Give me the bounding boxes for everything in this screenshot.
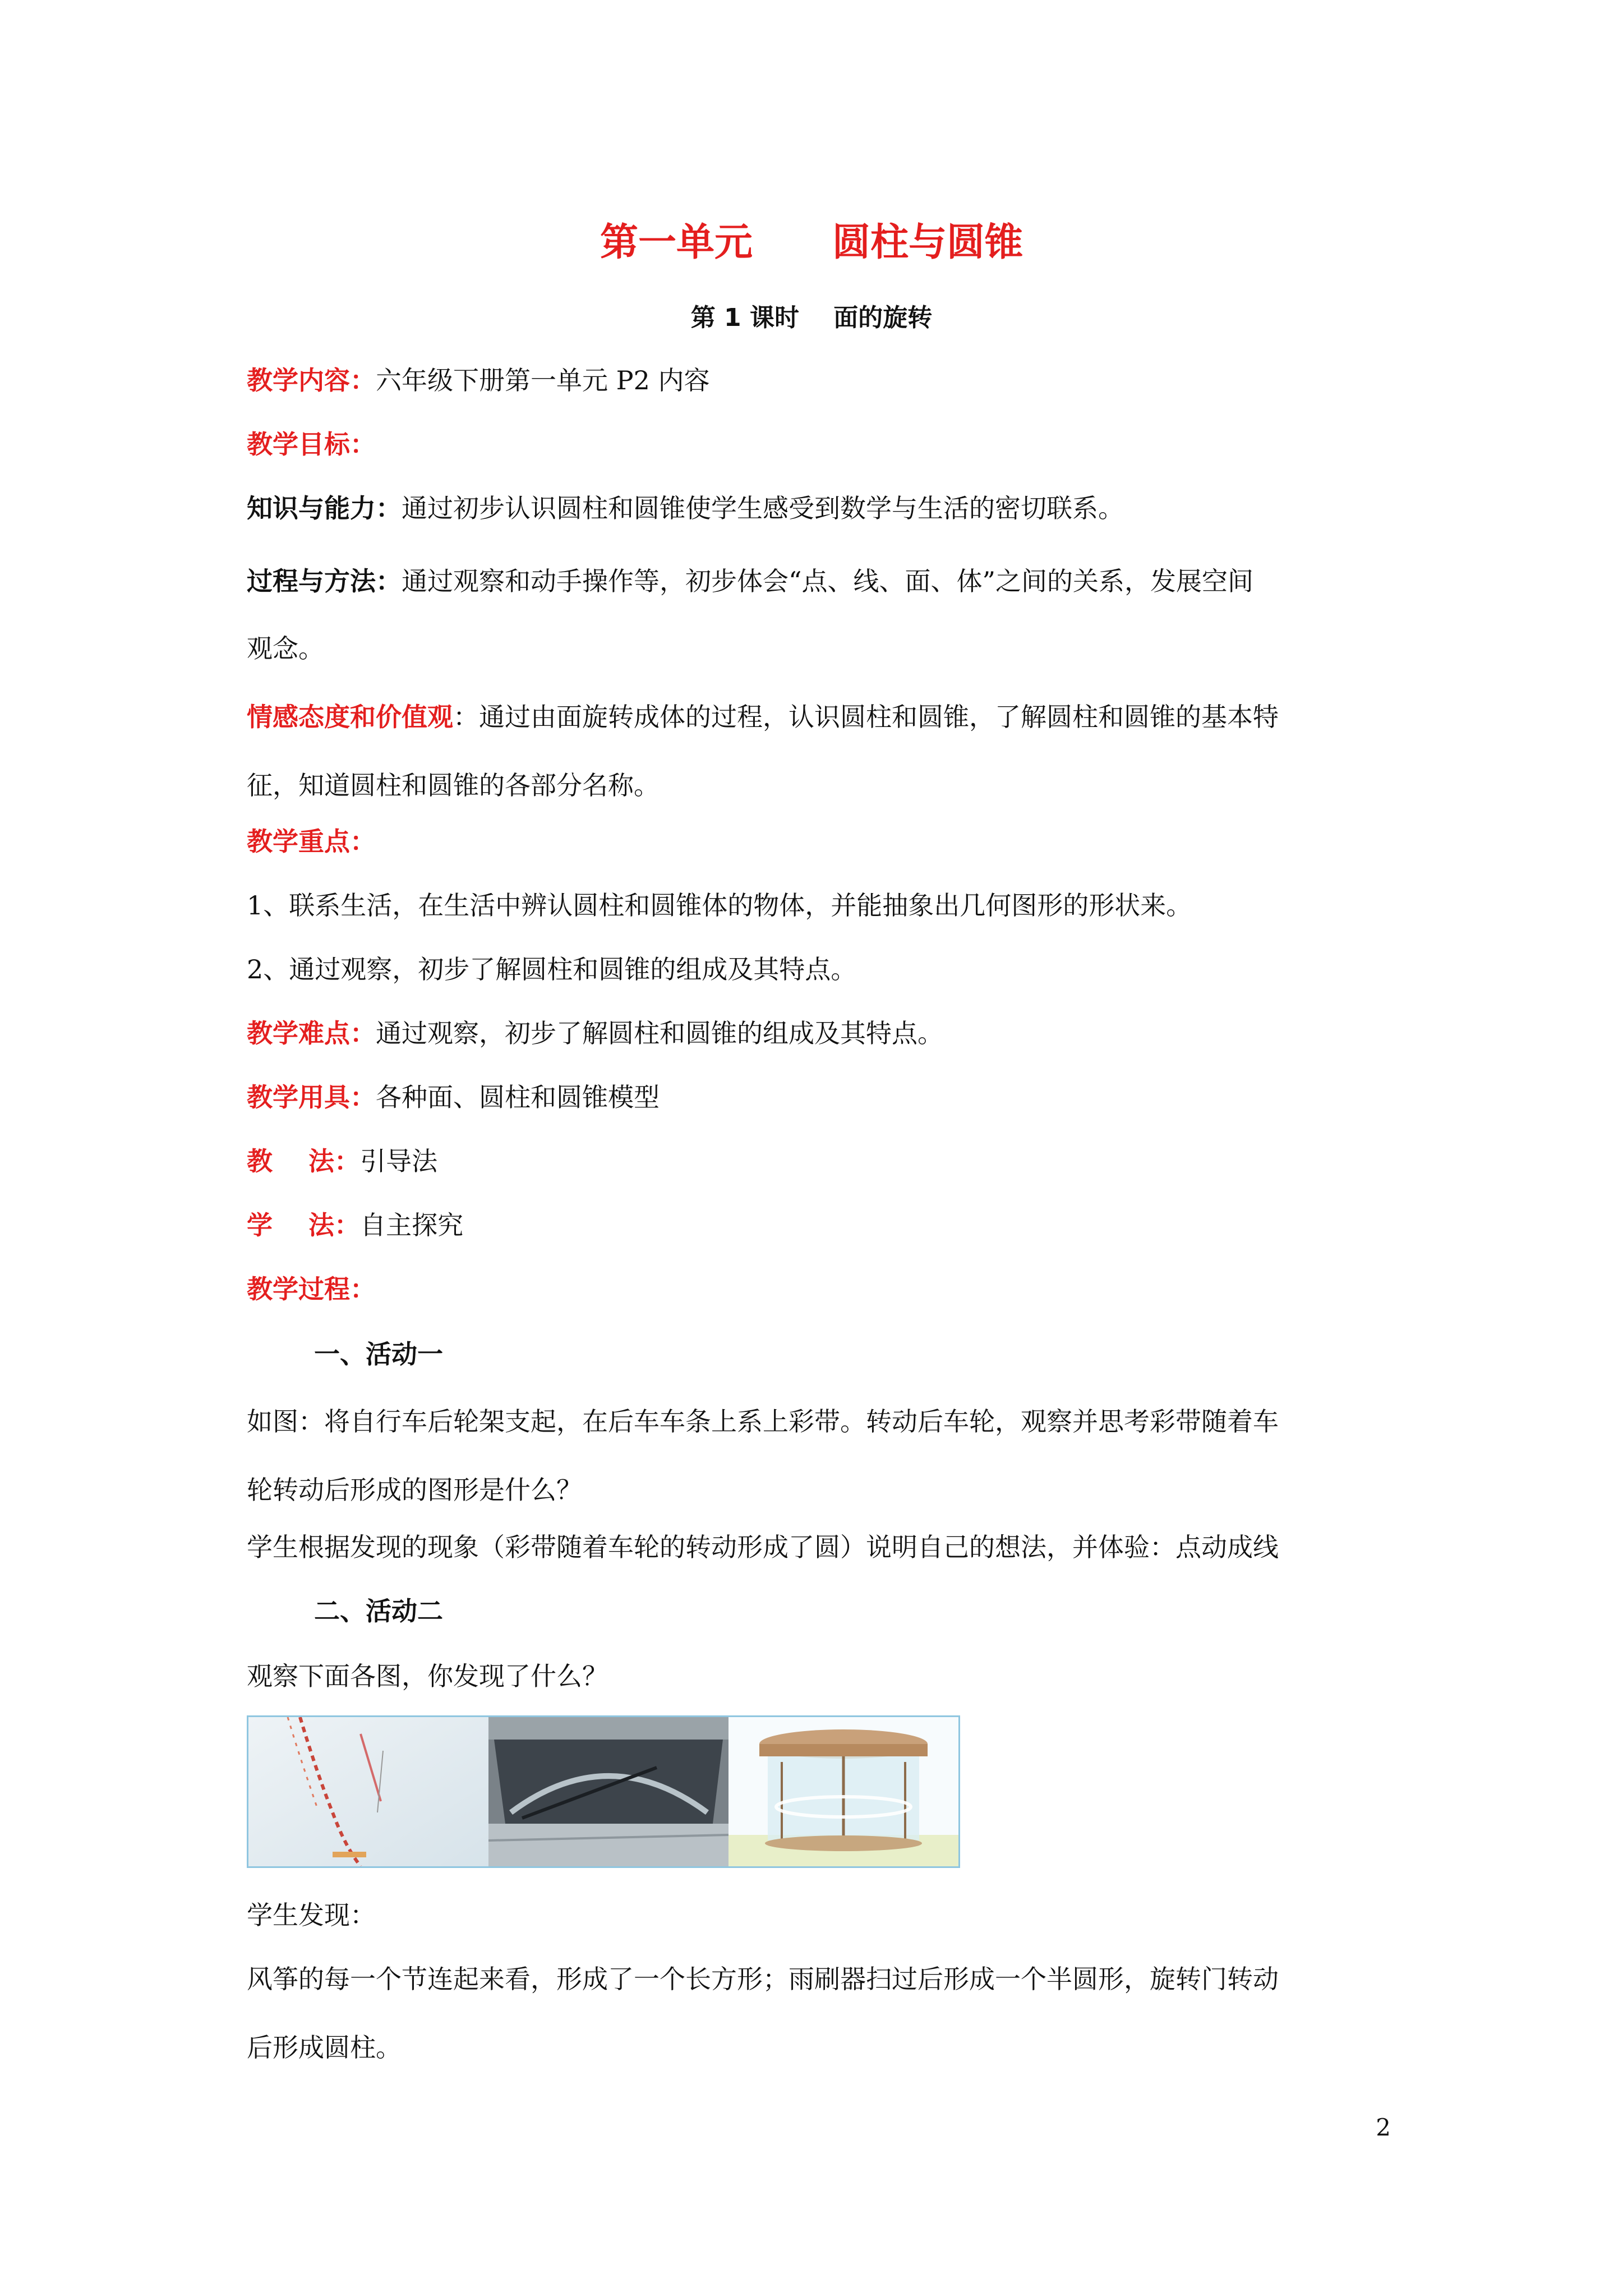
- learn-method-line: [247, 1208, 1391, 1242]
- knowledge-label: 知识与能力：: [247, 493, 402, 523]
- tools-text: 各种面、圆柱和圆锥模型: [376, 1082, 660, 1112]
- activity2-prompt: 观察下面各图，你发现了什么？: [247, 1661, 608, 1691]
- found-text-2: 后形成圆柱。: [247, 2032, 402, 2063]
- tools-label: 教学用具：: [247, 1082, 376, 1112]
- activity1-heading: 一、活动一: [314, 1339, 443, 1369]
- activity1-text-1: 如图：将自行车后轮架支起，在后车车条上系上彩带。转动后车轮，观察并思考彩带随着车: [247, 1406, 1279, 1437]
- process-steps-line: [247, 1272, 1391, 1306]
- key-points-label: 教学重点：: [247, 826, 376, 857]
- key-point-item: 2、通过观察，初步了解圆柱和圆锥的组成及其特点。: [247, 954, 857, 984]
- lesson-subtitle: 第 1 课时 面的旋转: [690, 303, 933, 332]
- key-point-item: 1、联系生活，在生活中辨认圆柱和圆锥体的物体，并能抽象出几何图形的形状来。: [247, 890, 1192, 921]
- content-text: 六年级下册第一单元 P2 内容: [376, 365, 710, 395]
- knowledge-text: 通过初步认识圆柱和圆锥使学生感受到数学与生活的密切联系。: [402, 493, 1124, 523]
- activity1-text-3: 学生根据发现的现象（彩带随着车轮的转动形成了圆）说明自己的想法，并体验：点动成线: [247, 1532, 1279, 1562]
- knowledge-line: [247, 491, 1391, 525]
- teach-method-text: 引导法: [360, 1146, 438, 1176]
- teach-method-label: 教 法：: [247, 1146, 361, 1176]
- process-line-1: [247, 564, 1391, 598]
- goals-line: [247, 427, 1391, 461]
- activity2-heading: 二、活动二: [314, 1596, 443, 1626]
- process-line-2: [247, 632, 1391, 665]
- process-text-1: 通过观察和动手操作等，初步体会“点、线、面、体”之间的关系，发展空间: [402, 566, 1254, 596]
- content-line: [247, 364, 1391, 397]
- found-label: 学生发现：: [247, 1900, 376, 1930]
- emotion-line-1: [247, 700, 1391, 734]
- content-label: 教学内容：: [247, 365, 376, 395]
- difficulty-text: 通过观察，初步了解圆柱和圆锥的组成及其特点。: [376, 1018, 943, 1048]
- key-points-line: [247, 825, 1391, 858]
- emotion-text-1: ：通过由面旋转成体的过程，认识圆柱和圆锥，了解圆柱和圆锥的基本特: [453, 702, 1279, 732]
- process-label: 过程与方法：: [247, 566, 402, 596]
- activity1-text-2: 轮转动后形成的图形是什么？: [247, 1475, 582, 1505]
- difficulty-line: [247, 1016, 1391, 1050]
- emotion-label: 情感态度和价值观: [247, 702, 453, 732]
- learn-method-text: 自主探究: [360, 1210, 464, 1240]
- found-text-1: 风筝的每一个节连起来看，形成了一个长方形；雨刷器扫过后形成一个半圆形，旋转门转动: [247, 1964, 1279, 1994]
- difficulty-label: 教学难点：: [247, 1018, 376, 1048]
- kite-photo: [248, 1717, 488, 1866]
- emotion-line-2: [247, 769, 1391, 802]
- emotion-text-2: 征，知道圆柱和圆锥的各部分名称。: [247, 770, 660, 800]
- page-number: 2: [1376, 2114, 1391, 2141]
- photo-strip: [247, 1715, 960, 1868]
- process-steps-label: 教学过程：: [247, 1274, 376, 1304]
- goals-label: 教学目标：: [247, 429, 376, 459]
- teach-method-line: [247, 1144, 1391, 1178]
- revolving-door-photo: [728, 1717, 958, 1866]
- tools-line: [247, 1080, 1391, 1114]
- process-text-2: 观念。: [247, 633, 324, 664]
- learn-method-label: 学 法：: [247, 1210, 361, 1240]
- wiper-photo: [488, 1717, 728, 1866]
- page-title: 第一单元 圆柱与圆锥: [600, 220, 1023, 265]
